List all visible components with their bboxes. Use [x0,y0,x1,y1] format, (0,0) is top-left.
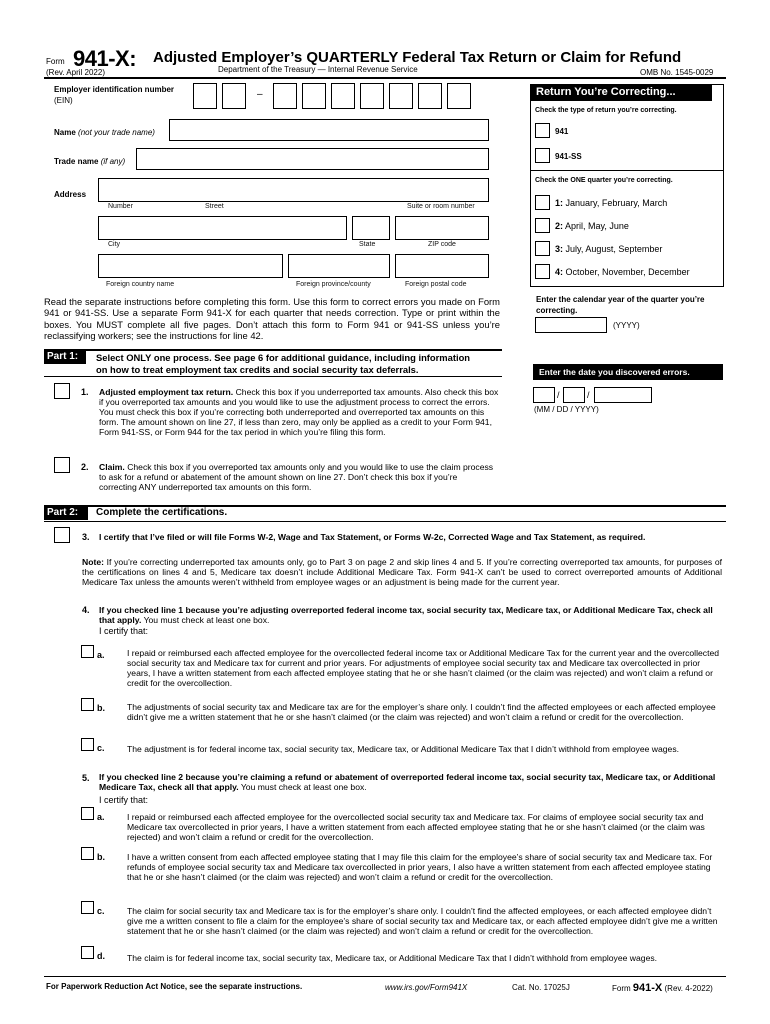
checkbox-line2[interactable] [54,457,70,473]
line1-text [99,387,499,437]
line5-num: 5. [82,773,90,783]
part2-title: Complete the certifications. [96,507,228,518]
line1-body: Check this box if you underreported tax amounts. Also check this box if you overreported tax amounts and you would like to use the adjustment process to correct the errors. You must check this box if you’re correcting both underreported and overreported tax amounts on this form. The amount shown on line 27, if less than zero, may only be applied as a credit to your Form 941, Form 941-SS, or Form 944 for the tax period in which you’re filing this form. [99,387,499,437]
line2-text [99,462,494,492]
ein-digit-1[interactable] [193,83,217,109]
discover-year-input[interactable] [594,387,652,403]
line1-num: 1. [81,387,89,397]
foreign-postal-input[interactable] [395,254,489,278]
state-caption: State [359,241,376,248]
intro-text: Read the separate instructions before completing this form. Use this form to correct errors you made on Form 941 or 941-SS. Use a separate Form 941-X for each quarter that needs correction. Type or print within the boxes. You MUST complete all five pages. Don’t attach this form to Form 941 or 941-SS unless you’re reclassifying workers; see the instructions for line 42. [44,296,500,342]
checkbox-q2[interactable] [535,218,550,233]
line3-text: I certify that I’ve filed or will file Forms W-2, Wage and Tax Statement, or Forms W-2c, Corrected Wage and Tax Statement, as required. [99,532,646,542]
q3-num: 3: [555,244,564,254]
foreign-province-input[interactable] [288,254,390,278]
line2-bold: Claim. [99,462,125,472]
line5a-letter: a. [97,812,105,822]
address-label: Address [54,190,87,199]
line4c-text: The adjustment is for federal income tax, social security tax, Medicare tax, or Additional Medicare Tax that I didn’t withhold from employee wages. [127,744,680,754]
line5b-text: I have a written consent from each affected employee stating that I may file this claim for the employee’s share of social security tax and Medicare tax. For refunds of employee social security tax and Medicare tax overcollected in prior years, I also have a written statement from each affected employee stating that he or she hasn’t claimed (or the claim was rejected) and won’t claim a refund or credit for the overcollection. [127,852,713,882]
checkbox-941ss[interactable] [535,148,550,163]
ein-digit-3[interactable] [273,83,297,109]
checkbox-5c[interactable] [81,901,94,914]
checkbox-5d[interactable] [81,946,94,959]
line3-num: 3. [82,532,90,542]
line5-bold: If you checked line 2 because you’re claiming a refund or abatement of overreported federal income tax, social security tax, Medicare tax, or Additional Medicare Tax, check all that apply. [99,772,716,792]
checkbox-q4[interactable] [535,264,550,279]
ein-digit-6[interactable] [360,83,384,109]
checkbox-5a[interactable] [81,807,94,820]
mmddyyyy-hint: (MM / DD / YYYY) [534,405,599,414]
footer-form-wrap [612,982,713,994]
number-caption: Number [108,203,133,210]
certify-5: I certify that: [99,795,149,805]
name-input[interactable] [169,119,489,141]
note-bold: Note: [82,557,104,567]
form-title: Adjusted Employer’s QUARTERLY Federal Tax Return or Claim for Refund [153,49,682,66]
line4-text [99,605,719,625]
q1-label-wrap [555,198,667,208]
zip-caption: ZIP code [428,241,456,248]
q2-label: April, May, June [565,221,629,231]
checkbox-q1[interactable] [535,195,550,210]
note-body: If you’re correcting underreported tax amounts only, go to Part 3 on page 2 and skip lines 4 and 5. If you’re correcting overreported tax amounts, for purposes of the certifications on lines 4 and 5, Medicare tax doesn’t include Additional Medicare Tax. Form 941-X can’t be used to correct overreported amounts of Additional Medicare Tax unless the amounts weren’t withheld from employee wages or an adjustment is being made for the current year. [82,557,722,587]
q1-label: January, February, March [565,198,668,208]
paperwork-notice: For Paperwork Reduction Act Notice, see the separate instructions. [46,982,303,991]
q4-label-wrap [555,267,690,277]
line5c-text: The claim for social security tax and Medicare tax is for the employer’s share only. I couldn’t find the affected employees, or each affected employee didn’t give me a written consent to file a claim for the employee’s share of social security tax and Medicare tax, or each affected employee didn’t give me a written statement that he or she hasn’t claimed (or the claim was rejected) and won’t claim a refund or credit for the overcollection. [127,906,718,936]
check-quarter-text: Check the ONE quarter you’re correcting. [535,177,673,184]
certify-4: I certify that: [99,626,149,636]
part1-label: Part 1: [44,350,86,364]
q4-label: October, November, December [565,267,690,277]
form-word: Form [46,57,65,66]
foreign-country-caption: Foreign country name [106,281,175,288]
foreign-postal-caption: Foreign postal code [405,281,467,288]
line4-tail: You must check at least one box. [143,615,270,625]
year-input[interactable] [535,317,607,333]
ein-digit-8[interactable] [418,83,442,109]
city-input[interactable] [98,216,347,240]
q3-label: July, August, September [565,244,663,254]
ein-digit-5[interactable] [331,83,355,109]
line4b-text: The adjustments of social security tax and Medicare tax are for the employer’s share only. I couldn’t find the affected employees or each affected employee didn’t give me a written statement that he or she hasn’t claimed (or the claim was rejected) and won’t claim a refund or credit for the overcollection. [127,702,716,722]
ein-sub: (EIN) [54,96,73,105]
revision-date: (Rev. April 2022) [46,68,105,77]
line2-num: 2. [81,462,89,472]
catalog-number: Cat. No. 17025J [512,983,570,992]
ein-label: Employer identification number [54,85,175,94]
line2-body: Check this box if you overreported tax amounts only and you would like to use the claim process to ask for a refund or abatement of the amount shown on line 27. Don’t check this box if you’re correcting ANY underreported tax amounts on this form. [99,462,494,492]
part1-title-line2: on how to treat employment tax credits and social security tax deferrals. [96,363,419,375]
footer-form-word: Form [612,984,631,993]
line4a-letter: a. [97,650,105,660]
trade-name-input[interactable] [136,148,489,170]
line5c-letter: c. [97,906,105,916]
line1-bold: Adjusted employment tax return. [99,387,234,397]
footer-rev: (Rev. 4-2022) [664,984,713,993]
checkbox-line3[interactable] [54,527,70,543]
opt-941-label: 941 [555,127,569,136]
trade-note: (if any) [100,157,126,166]
checkbox-5b[interactable] [81,847,94,860]
trade-label-wrap [54,157,125,166]
checkbox-4c[interactable] [81,738,94,751]
line4-bold: If you checked line 1 because you’re adjusting overreported federal income tax, social security tax, Medicare tax, or Additional Medicare Tax, check all that apply. [99,605,713,625]
checkbox-4a[interactable] [81,645,94,658]
discover-day-input[interactable] [563,387,585,403]
department: Department of the Treasury — Internal Revenue Service [218,65,418,74]
trade-label: Trade name [54,157,99,166]
foreign-country-input[interactable] [98,254,283,278]
line5d-text: The claim is for federal income tax, social security tax, Medicare tax, or Additional Medicare Tax that I didn’t withhold from employee wages. [127,953,658,963]
footer-form-num: 941-X [632,982,663,994]
line5b-letter: b. [97,852,105,862]
foreign-province-caption: Foreign province/county [296,281,371,288]
part2-label: Part 2: [44,506,88,520]
year-label: Enter the calendar year of the quarter you’re correcting. [536,295,705,315]
q4-num: 4: [555,267,564,277]
line4-num: 4. [82,605,90,615]
part1-title-line1: Select ONLY one process. See page 6 for additional guidance, including information [96,352,471,363]
line4c-letter: c. [97,743,105,753]
part1-title [96,352,470,375]
line4b-letter: b. [97,703,105,713]
q3-label-wrap [555,244,662,254]
checkbox-941[interactable] [535,123,550,138]
check-type-text: Check the type of return you’re correcting. [535,107,677,114]
ein-digit-4[interactable] [302,83,326,109]
ein-digit-2[interactable] [222,83,246,109]
line5-text [99,772,719,792]
ein-digit-7[interactable] [389,83,413,109]
ein-dash: – [257,89,263,100]
checkbox-q3[interactable] [535,241,550,256]
name-note: (not your trade name) [78,128,155,137]
slash-1: / [557,390,560,400]
line5a-text: I repaid or reimbursed each affected employee for the overcollected social security tax and Medicare tax. For claims of employee social security tax and Medicare tax overcollected in prior years, I have a written statement from each affected employee stating that he or she hasn’t claimed (or the claim was rejected) and won’t claim a refund or credit for the overcollection. [127,812,705,842]
irs-url[interactable]: www.irs.gov/Form941X [385,983,468,992]
name-label-wrap [54,128,155,137]
return-correcting-panel [530,84,724,287]
line4a-text: I repaid or reimbursed each affected employee for the overcollected federal income tax or Additional Medicare Tax for the current year and the overcollected social security tax and Medicare tax for current and prior years. For adjustments of employee social security tax and Medicare tax overcollected in prior years, I have a written statement from each affected employee stating that he or she hasn’t claimed (or the claim was rejected) and won’t claim a refund or credit for the overcollection. [127,648,720,688]
city-caption: City [108,241,121,248]
note-text [82,557,722,587]
zip-input[interactable] [395,216,489,240]
slash-2: / [587,390,590,400]
ein-digit-9[interactable] [447,83,471,109]
line5d-letter: d. [97,951,105,961]
name-label: Name [54,128,76,137]
state-input[interactable] [352,216,390,240]
omb-number: OMB No. 1545-0029 [640,68,714,77]
line5-tail: You must check at least one box. [240,782,367,792]
form-number: 941-X: [73,46,137,71]
correcting-title: Return You’re Correcting... [530,84,712,101]
street-caption: Street [205,203,224,210]
street-input[interactable] [98,178,489,202]
q2-num: 2: [555,221,564,231]
yyyy-hint: (YYYY) [613,321,640,330]
discover-month-input[interactable] [533,387,555,403]
q1-num: 1: [555,198,564,208]
q2-label-wrap [555,221,629,231]
opt-941ss-label: 941-SS [555,152,582,161]
checkbox-4b[interactable] [81,698,94,711]
checkbox-line1[interactable] [54,383,70,399]
suite-caption: Suite or room number [407,203,475,210]
discover-title: Enter the date you discovered errors. [533,364,723,380]
